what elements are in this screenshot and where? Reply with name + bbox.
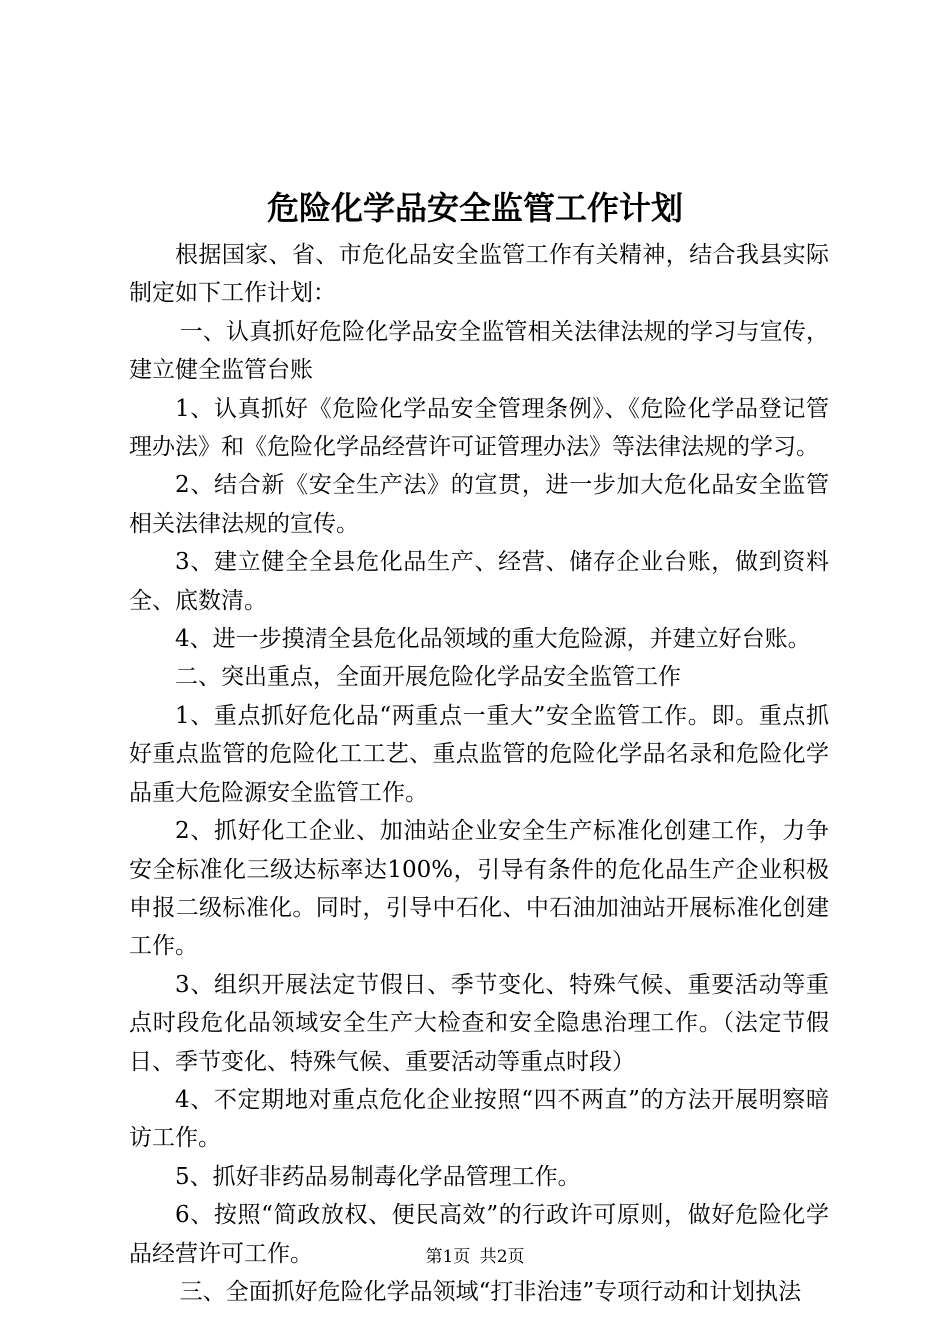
paragraph-section-1-heading: 一、认真抓好危险化学品安全监管相关法律法规的学习与宣传，建立健全监管台账 — [129, 318, 829, 384]
paragraph-item: 3、组织开展法定节假日、季节变化、特殊气候、重要活动等重点时段危化品领域安全生产大检查和安全隐患治理工作。（法定节假日、季节变化、特殊气候、重要活动等重点时段） — [129, 971, 829, 1075]
paragraph-item: 4、进一步摸清全县危化品领域的重大危险源，并建立好台账。 — [175, 626, 811, 653]
page-footer — [0, 1242, 950, 1267]
paragraph-section-3-heading: 三、全面抓好危险化学品领域“打非治违”专项行动和计划执法 — [179, 1278, 802, 1305]
paragraph-item: 6、按照“简政放权、便民高效”的行政许可原则，做好危险化学品经营许可工作。 — [129, 1202, 829, 1267]
paragraph-intro: 根据国家、省、市危化品安全监管工作有关精神，结合我县实际制定如下工作计划： — [129, 242, 829, 307]
page-total: 共2页 — [479, 1247, 525, 1267]
paragraph-item: 1、认真抓好《危险化学品安全管理条例》、《危险化学品登记管理办法》和《危险化学品经营许可证管理办法》等法律法规的学习。 — [129, 395, 829, 461]
paragraph-section-2-heading: 二、突出重点，全面开展危险化学品安全监管工作 — [175, 664, 681, 691]
paragraph-item: 2、抓好化工企业、加油站企业安全生产标准化创建工作，力争安全标准化三级达标率达100%，引导有条件的危化品生产企业积极申报二级标准化。同时，引导中石化、中石油加油站开展标准化创建工作。 — [129, 818, 829, 960]
document-body — [129, 236, 829, 1311]
document-title: 危险化学品安全监管工作计划 — [266, 189, 683, 227]
paragraph-item: 5、抓好非药品易制毒化学品管理工作。 — [175, 1163, 581, 1190]
paragraph-item: 3、建立健全全县危化品生产、经营、储存企业台账，做到资料全、底数清。 — [129, 549, 829, 614]
paragraph-item: 1、重点抓好危化品“两重点一重大”安全监管工作。即。重点抓好重点监管的危险化工工艺、重点监管的危险化学品名录和危险化学品重大危险源安全监管工作。 — [129, 702, 829, 806]
page-number: 第1页 — [425, 1247, 471, 1267]
paragraph-item: 2、结合新《安全生产法》的宣贯，进一步加大危化品安全监管相关法律法规的宣传。 — [129, 472, 829, 537]
paragraph-item: 4、不定期地对重点危化企业按照“四不两直”的方法开展明察暗访工作。 — [129, 1086, 829, 1152]
